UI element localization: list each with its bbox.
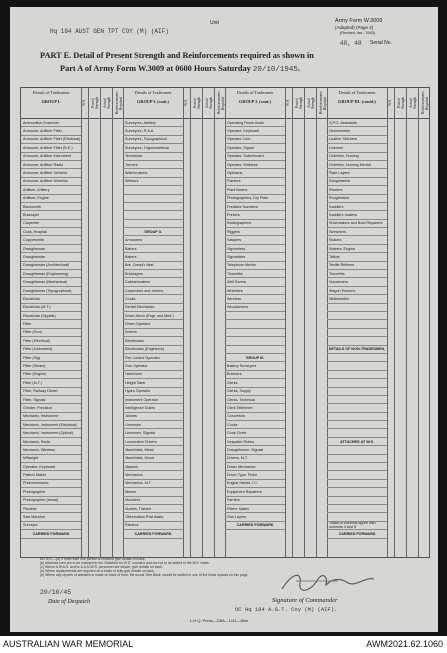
table-row: Predictor Numbers bbox=[225, 203, 285, 211]
table-row: Telephone Mechs. bbox=[225, 262, 285, 270]
strength-subheader: Actual Strength bbox=[205, 96, 213, 110]
table-row: Grinder, Precision bbox=[21, 404, 81, 412]
table-row: Surveyor bbox=[21, 522, 81, 530]
group-label: GROUP III. (contd.) bbox=[338, 99, 376, 104]
table-row: Totals of columns agree with columns 4 and 5 bbox=[327, 522, 387, 530]
table-row: Blacksmith bbox=[21, 203, 81, 211]
table-row: Clerk Tellermen bbox=[225, 404, 285, 412]
table-row: Watchmakers bbox=[123, 169, 183, 177]
table-row: Observation Post Assts. bbox=[123, 513, 183, 521]
table-row: Cook Chefs bbox=[225, 429, 285, 437]
table-row: Photomechanic bbox=[21, 480, 81, 488]
table-row bbox=[327, 320, 387, 328]
table-row: Rangetakers bbox=[327, 178, 387, 186]
tradesmen-column bbox=[123, 119, 183, 539]
table-row bbox=[225, 346, 285, 354]
table-row bbox=[225, 320, 285, 328]
table-row bbox=[327, 362, 387, 370]
column-rule bbox=[418, 88, 419, 557]
table-row: Farriers bbox=[225, 497, 285, 505]
unit-value: Hq 184 AUST GEN TPT COY (M) (AIF) bbox=[50, 28, 169, 35]
table-row bbox=[327, 396, 387, 404]
table-row: Fire Control Operator bbox=[123, 354, 183, 362]
table-row: Operator, Switchboard bbox=[225, 153, 285, 161]
table-row: Fitter (Steam) bbox=[21, 362, 81, 370]
table-row: Operating Room Assts. bbox=[225, 119, 285, 127]
strength-table bbox=[20, 87, 430, 558]
table-row: Gun Layers bbox=[225, 513, 285, 521]
table-row: Woodturners bbox=[225, 304, 285, 312]
strength-subheader: Reinforcements Required bbox=[217, 91, 225, 114]
table-row: Fitter (Sig) bbox=[21, 354, 81, 362]
table-row: Orderlies, Nursing Mental bbox=[327, 161, 387, 169]
table-row: Stokers, Engine bbox=[327, 245, 387, 253]
table-row: Carpenters and Joiners bbox=[123, 287, 183, 295]
ws-header: W.S. bbox=[184, 99, 188, 107]
table-row: GROUP III. bbox=[225, 354, 285, 362]
table-row: Operator, Wireless bbox=[225, 161, 285, 169]
table-row: Height Taker bbox=[123, 379, 183, 387]
archive-name: AUSTRALIAN WAR MEMORIAL bbox=[3, 639, 134, 649]
signature-unit: OC Hq 184 A.G.T. Coy (M) (AIF). bbox=[235, 606, 338, 613]
table-row: Mechanic, Instrument (Electrical) bbox=[21, 421, 81, 429]
table-row bbox=[327, 413, 387, 421]
strength-subheader: Actual Strength bbox=[307, 96, 315, 110]
table-row: CARRIED FORWARD bbox=[123, 530, 183, 538]
strength-subheader: Posted Strength bbox=[295, 96, 303, 110]
ws-header: W.S. bbox=[82, 99, 86, 107]
table-row bbox=[123, 195, 183, 203]
table-row: Draughtsman (Mechanical) bbox=[21, 278, 81, 286]
table-row: Wheelers bbox=[225, 287, 285, 295]
column-rule bbox=[190, 88, 191, 557]
table-row: Plant Borers bbox=[225, 186, 285, 194]
table-row: Joiners bbox=[123, 413, 183, 421]
table-row: Gun Operator bbox=[123, 362, 183, 370]
table-row: Despatch Riders bbox=[225, 438, 285, 446]
column-rule bbox=[112, 88, 113, 557]
table-row bbox=[327, 429, 387, 437]
table-row: Drivers, M.T. bbox=[225, 455, 285, 463]
table-row: Bakers bbox=[123, 245, 183, 253]
signature-label: Signature of Commander bbox=[272, 597, 338, 604]
table-row: Fitter (Engine) bbox=[21, 371, 81, 379]
heading-date: 20/10/1945 bbox=[252, 66, 298, 74]
details-label: Details of Tradesmen bbox=[236, 90, 274, 95]
table-row: Electrician bbox=[21, 295, 81, 303]
strength-subheader: Reinforcements Required bbox=[319, 91, 327, 114]
note-line: NOTES.—(a) If more than one person is involved give details on back. bbox=[40, 557, 146, 561]
table-row bbox=[123, 211, 183, 219]
table-row: Electrician (Signals) bbox=[21, 312, 81, 320]
table-row: Radiographers bbox=[225, 220, 285, 228]
table-row: CARRIED FORWARD bbox=[225, 522, 285, 530]
table-row: Surveyors, Artillery bbox=[123, 119, 183, 127]
column-rule bbox=[202, 88, 203, 557]
table-row: Machinists, Metal bbox=[123, 446, 183, 454]
table-row: Hammermen bbox=[327, 127, 387, 135]
table-row: Riveters bbox=[327, 186, 387, 194]
form-sheet bbox=[10, 7, 438, 632]
column-rule bbox=[387, 88, 388, 557]
table-row: Saw Machine bbox=[21, 513, 81, 521]
table-row: Shoemakers and Boot Repairers bbox=[327, 220, 387, 228]
ws-header: W.S. bbox=[388, 99, 392, 107]
table-row bbox=[327, 388, 387, 396]
serial-label: Serial No. bbox=[370, 40, 392, 46]
table-row bbox=[327, 304, 387, 312]
details-label: Details of Tradesmen bbox=[32, 90, 70, 95]
group-header bbox=[327, 90, 387, 104]
column-rule bbox=[316, 88, 317, 557]
table-row bbox=[327, 312, 387, 320]
table-row: Operator, Signal bbox=[225, 144, 285, 152]
table-row: Fitter (Gun) bbox=[21, 329, 81, 337]
strength-subheader: Reinforcements Required bbox=[115, 91, 123, 114]
printer-imprint: L.H.Q. Press—D8A—1/41—60m. bbox=[190, 618, 250, 623]
table-row: Textile Refiners bbox=[327, 262, 387, 270]
table-row bbox=[327, 329, 387, 337]
table-row: Linesmen, Signals bbox=[123, 429, 183, 437]
table-row: Concretors bbox=[225, 413, 285, 421]
note-line: (b) Attached men are to be included in the 'Attached for W.S.' columns and are not to be added to the W.S. totals. bbox=[40, 561, 210, 565]
heading-text-2: Part A of Army Form W.3009 at 0600 Hours Saturday bbox=[60, 64, 251, 73]
table-row bbox=[327, 488, 387, 496]
table-row: Nurses, Trained bbox=[123, 505, 183, 513]
table-row: Wagon Erectors bbox=[327, 287, 387, 295]
table-row: Miners bbox=[123, 488, 183, 496]
strength-subheader: Posted Strength bbox=[193, 96, 201, 110]
table-row: Mechanic, Radio bbox=[21, 438, 81, 446]
table-row: Millwright bbox=[21, 455, 81, 463]
table-row: Butchers bbox=[225, 371, 285, 379]
table-row bbox=[123, 186, 183, 194]
group-header bbox=[21, 90, 81, 104]
group-label: GROUP I. bbox=[41, 99, 61, 104]
table-row: CARRIED FORWARD bbox=[21, 530, 81, 538]
table-row bbox=[123, 203, 183, 211]
heading-line-2 bbox=[60, 64, 300, 74]
table-row: Intelligence Duties bbox=[123, 404, 183, 412]
table-row: Drivers bbox=[123, 329, 183, 337]
table-row bbox=[327, 455, 387, 463]
form-revised: (Revised Jan., 1943) bbox=[340, 31, 376, 35]
table-row: Orderlies, Nursing bbox=[327, 153, 387, 161]
column-rule bbox=[285, 88, 286, 557]
strength-subheader: Actual Strength bbox=[103, 96, 111, 110]
table-row: Cook, Hospital bbox=[21, 228, 81, 236]
table-row bbox=[327, 337, 387, 345]
table-row bbox=[327, 480, 387, 488]
table-row: Photographers, Dry Plate bbox=[225, 195, 285, 203]
table-row: Masons bbox=[123, 463, 183, 471]
heading-text-1: PART E. Detail of Present Strength and Reinforcements required as shown in bbox=[40, 51, 314, 60]
table-row: Cooks bbox=[123, 295, 183, 303]
table-row bbox=[327, 471, 387, 479]
table-row: Saddlers makers bbox=[327, 211, 387, 219]
group-label: GROUP I. (cont.) bbox=[239, 99, 271, 104]
tradesmen-column bbox=[225, 119, 285, 530]
table-row: Mechanics, M.T. bbox=[123, 480, 183, 488]
commander-signature bbox=[278, 569, 378, 595]
table-row: Tinsmiths bbox=[225, 270, 285, 278]
column-rule bbox=[88, 88, 89, 557]
table-row: Operator, Keyboard bbox=[225, 127, 285, 135]
table-row: Artificer, Engine bbox=[21, 195, 81, 203]
table-row bbox=[327, 513, 387, 521]
table-row: Mechanic, Wireless bbox=[21, 446, 81, 454]
table-row: Electricians bbox=[123, 337, 183, 345]
table-row: Vulcanizers bbox=[327, 278, 387, 286]
details-label: Details of Tradesmen bbox=[338, 90, 376, 95]
table-row: Engine Hands, I.C. bbox=[225, 480, 285, 488]
table-row: Wireless bbox=[225, 295, 285, 303]
table-row: Artificer, Artillery bbox=[21, 186, 81, 194]
table-row: Electricians (Engineers) bbox=[123, 346, 183, 354]
table-row bbox=[123, 220, 183, 228]
table-row: Armourer, Artificer Wireless bbox=[21, 178, 81, 186]
table-row bbox=[327, 463, 387, 471]
table-row: Fitter bbox=[21, 320, 81, 328]
table-row bbox=[327, 379, 387, 387]
archive-footer bbox=[0, 636, 447, 653]
heading-suffix: . bbox=[297, 64, 300, 73]
table-row: Well Borers bbox=[225, 278, 285, 286]
form-adapted: (Adapted) (Page 2) bbox=[335, 25, 374, 30]
table-row: Electrician (M.T.) bbox=[21, 304, 81, 312]
table-row: Stretchers bbox=[327, 228, 387, 236]
heading-line-1 bbox=[40, 51, 314, 60]
table-row: Linesmen bbox=[123, 421, 183, 429]
strength-subheader: Posted Strength bbox=[91, 96, 99, 110]
table-row: Armourer, Artificer Fitter (Electrical) bbox=[21, 136, 81, 144]
table-row bbox=[225, 337, 285, 345]
table-row: Operator, Keyboard bbox=[21, 463, 81, 471]
unit-label: Unit bbox=[210, 20, 219, 26]
table-row: Equipment Repairers bbox=[225, 488, 285, 496]
despatch-date-value: 20/10/45 bbox=[40, 589, 72, 596]
table-row: Hatchmen bbox=[123, 371, 183, 379]
table-row: Draughtsman bbox=[21, 245, 81, 253]
table-row: S.P.O. Assistants bbox=[327, 119, 387, 127]
table-row bbox=[327, 371, 387, 379]
table-row: Printers bbox=[225, 211, 285, 219]
table-row: Plate Layers bbox=[327, 169, 387, 177]
table-row: Armourer, Artificer Vehicles bbox=[21, 169, 81, 177]
table-row: Carpenter bbox=[21, 220, 81, 228]
note-line: (c) Where A.W.A.S. and/or A.A.M.W.S. personnel are shown, give details on back. bbox=[40, 565, 163, 569]
details-label: Details of Tradesmen bbox=[134, 90, 172, 95]
table-row: Turners bbox=[123, 161, 183, 169]
table-row: Bricklayers bbox=[123, 270, 183, 278]
table-row bbox=[327, 404, 387, 412]
table-row: Fitter, Railway Diesel bbox=[21, 388, 81, 396]
table-row: Painters bbox=[123, 522, 183, 530]
strength-subheader: Actual Strength bbox=[409, 96, 417, 110]
table-row: Driver-Operator bbox=[123, 320, 183, 328]
table-row: Roughriders bbox=[327, 195, 387, 203]
form-title: Army Form W.3009 bbox=[335, 18, 383, 24]
table-row: Sawyers bbox=[225, 236, 285, 244]
table-row: Armourers bbox=[123, 236, 183, 244]
table-row: Draughtsmen, Signals bbox=[225, 446, 285, 454]
table-row: Fitter (Instrument) bbox=[21, 346, 81, 354]
column-rule bbox=[394, 88, 395, 557]
column-rule bbox=[100, 88, 101, 557]
table-row: Cooks bbox=[225, 421, 285, 429]
table-row bbox=[327, 421, 387, 429]
table-row: ATTACHED AT W.S. bbox=[327, 438, 387, 446]
table-row bbox=[327, 446, 387, 454]
table-row: Opticians bbox=[225, 169, 285, 177]
tradesmen-column bbox=[21, 119, 81, 539]
table-row: Fitter, Signals bbox=[21, 396, 81, 404]
table-row: Instrument Operator bbox=[123, 396, 183, 404]
table-row: GROUP II. bbox=[123, 228, 183, 236]
table-row: Technician bbox=[123, 153, 183, 161]
table-row: Fitters' Mates bbox=[225, 505, 285, 513]
table-row: Plumber bbox=[21, 505, 81, 513]
column-rule bbox=[292, 88, 293, 557]
table-row: Moulders bbox=[123, 497, 183, 505]
table-row: Surveyors, Topographical bbox=[123, 136, 183, 144]
table-row: Leather Stitchers bbox=[327, 136, 387, 144]
table-row: Bakers bbox=[123, 253, 183, 261]
table-row: Locomotive Drivers bbox=[123, 438, 183, 446]
table-row: Armourer, Artificer Fitter bbox=[21, 127, 81, 135]
table-row: Photographer (Aerial) bbox=[21, 497, 81, 505]
table-row: Cabinetmakers bbox=[123, 278, 183, 286]
despatch-date-label: Date of Despatch bbox=[48, 599, 90, 605]
table-row bbox=[327, 497, 387, 505]
table-row: DETAILS OF NON-TRADESMEN. bbox=[327, 346, 387, 354]
table-row: Saddlers bbox=[327, 203, 387, 211]
column-rule bbox=[406, 88, 407, 557]
archive-ref: AWM2021.62.1060 bbox=[366, 639, 443, 649]
table-row bbox=[327, 354, 387, 362]
table-row bbox=[225, 312, 285, 320]
table-row: Driver Type, Fixed bbox=[225, 471, 285, 479]
table-row: Coppersmith bbox=[21, 236, 81, 244]
table-row: Bricklayer bbox=[21, 211, 81, 219]
tradesmen-column bbox=[327, 119, 387, 539]
table-row: Draughtsman (Topographical) bbox=[21, 287, 81, 295]
table-row: Draughtsman (Engineering) bbox=[21, 270, 81, 278]
table-row: Fitter (Electrical) bbox=[21, 337, 81, 345]
table-row: Clerks bbox=[225, 379, 285, 387]
table-row: Tailors bbox=[327, 253, 387, 261]
note-line: (d) Where replacements are required on a basis of duty give details on back. bbox=[40, 569, 155, 573]
note-line: (e) Where any reports of activities is made on back of form, the words 'See Back' should be written in one of the blank spaces on this page. bbox=[40, 573, 249, 577]
column-rule bbox=[214, 88, 215, 557]
group-header bbox=[123, 90, 183, 104]
table-row: Armourer, Artificer Fitter (R.E.) bbox=[21, 144, 81, 152]
serial-value: 48, 48 bbox=[340, 40, 362, 47]
table-row: Fitter (M.T.) bbox=[21, 379, 81, 387]
table-row: Driver Mechanics bbox=[225, 463, 285, 471]
table-row: CARRIED FORWARD bbox=[327, 530, 387, 538]
table-row: Photographer bbox=[21, 488, 81, 496]
table-row bbox=[327, 505, 387, 513]
table-row: Machinists, Wood bbox=[123, 455, 183, 463]
table-row: Mechanic, Instrument bbox=[21, 413, 81, 421]
table-row: Painters bbox=[225, 178, 285, 186]
table-row: Signwriters bbox=[225, 245, 285, 253]
table-row: Surveyors, Trigonometrical bbox=[123, 144, 183, 152]
column-rule bbox=[304, 88, 305, 557]
table-row: Armourer, Artificer Instrument bbox=[21, 153, 81, 161]
column-rule bbox=[81, 88, 82, 557]
group-header bbox=[225, 90, 285, 104]
table-row: Linemen bbox=[327, 144, 387, 152]
table-row: Operator, Line bbox=[225, 136, 285, 144]
table-row: Mechanic, Instrument (Optical) bbox=[21, 429, 81, 437]
table-row: Whitesmiths bbox=[327, 295, 387, 303]
table-row: Pattern Maker bbox=[21, 471, 81, 479]
table-row: Surveyors, R.A.A. bbox=[123, 127, 183, 135]
strength-subheader: Posted Strength bbox=[397, 96, 405, 110]
table-row: Stokers bbox=[327, 236, 387, 244]
table-row: Draughtsman bbox=[21, 253, 81, 261]
ws-header: W.S. bbox=[286, 99, 290, 107]
table-row: Draughtsman (Architectural) bbox=[21, 262, 81, 270]
table-row: Ammunition Examiner bbox=[21, 119, 81, 127]
table-row: Signwriters bbox=[225, 253, 285, 261]
table-row: Tinsmiths bbox=[327, 270, 387, 278]
strength-subheader: Reinforcements Required bbox=[421, 91, 429, 114]
table-row: Mechanics bbox=[123, 471, 183, 479]
table-row: Dental Mechanics bbox=[123, 304, 183, 312]
table-row: Clerks, Supply bbox=[225, 388, 285, 396]
table-row: Armourer, Artificer Radio bbox=[21, 161, 81, 169]
table-row: Bdr. Compt'r Asst. bbox=[123, 262, 183, 270]
table-row: Hydro Operator bbox=[123, 388, 183, 396]
table-row: Riggers bbox=[225, 228, 285, 236]
table-row: Battery Surveyors bbox=[225, 362, 285, 370]
group-label: GROUP I. (cont.) bbox=[137, 99, 169, 104]
table-row: Welders bbox=[123, 178, 183, 186]
table-row bbox=[225, 329, 285, 337]
table-row: Driver-Mech (Engr. and Med.) bbox=[123, 312, 183, 320]
table-row: Clerks, Technical bbox=[225, 396, 285, 404]
column-rule bbox=[183, 88, 184, 557]
